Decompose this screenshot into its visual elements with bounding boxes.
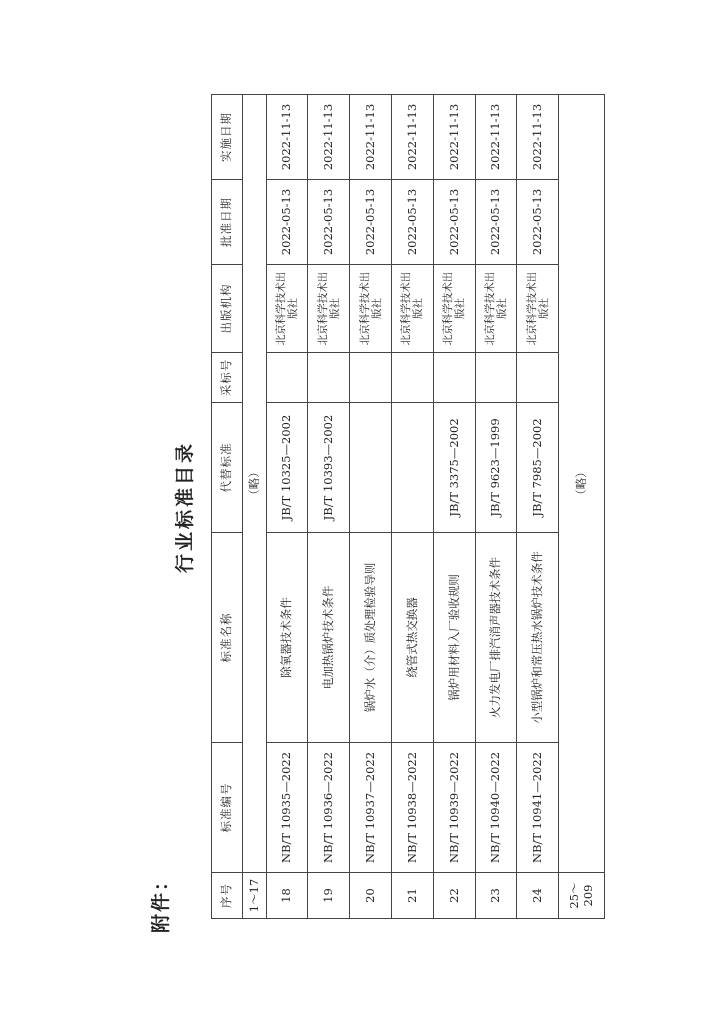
col-adopted: 采标号 (212, 353, 243, 403)
col-number: 标准编号 (212, 743, 243, 873)
row-seq: 21 (392, 873, 434, 919)
col-effective: 实施日期 (212, 95, 243, 180)
row-replaced (350, 403, 392, 533)
row-seq: 22 (433, 873, 475, 919)
row-effective: 2022-11-13 (266, 95, 308, 180)
row-adopted (433, 353, 475, 403)
row-name: 电加热锅炉技术条件 (308, 533, 350, 743)
row-number: NB/T 10935—2022 (266, 743, 308, 873)
range-note: （略） (559, 95, 605, 873)
row-approved: 2022-05-13 (308, 180, 350, 265)
row-number: NB/T 10936—2022 (308, 743, 350, 873)
row-number: NB/T 10937—2022 (350, 743, 392, 873)
row-publisher: 北京科学技术出版社 (392, 265, 434, 353)
col-seq: 序号 (212, 873, 243, 919)
row-seq: 18 (266, 873, 308, 919)
row-adopted (350, 353, 392, 403)
row-effective: 2022-11-13 (392, 95, 434, 180)
row-seq: 24 (517, 873, 559, 919)
attachment-label: 附件： (150, 869, 172, 933)
table-row (308, 95, 350, 919)
row-adopted (517, 353, 559, 403)
row-number: NB/T 10941—2022 (517, 743, 559, 873)
row-adopted (266, 353, 308, 403)
row-replaced: JB/T 9623—1999 (475, 403, 517, 533)
row-publisher: 北京科学技术出版社 (517, 265, 559, 353)
row-adopted (308, 353, 350, 403)
row-replaced: JB/T 10393—2002 (308, 403, 350, 533)
row-replaced: JB/T 7985—2002 (517, 403, 559, 533)
row-replaced: JB/T 10325—2002 (266, 403, 308, 533)
table-row (350, 95, 392, 919)
col-name: 标准名称 (212, 533, 243, 743)
row-name: 火力发电厂排汽消声器技术条件 (475, 533, 517, 743)
row-effective: 2022-11-13 (350, 95, 392, 180)
table-row (517, 95, 559, 919)
row-publisher: 北京科学技术出版社 (433, 265, 475, 353)
row-publisher: 北京科学技术出版社 (308, 265, 350, 353)
col-replaced: 代替标准 (212, 403, 243, 533)
row-replaced (392, 403, 434, 533)
row-name: 小型锅炉和常压热水锅炉技术条件 (517, 533, 559, 743)
row-seq: 20 (350, 873, 392, 919)
row-effective: 2022-11-13 (433, 95, 475, 180)
range-seq: 25～209 (559, 873, 605, 919)
col-publisher: 出版机构 (212, 265, 243, 353)
row-effective: 2022-11-13 (517, 95, 559, 180)
row-seq: 23 (475, 873, 517, 919)
range-note: （略） (243, 95, 267, 873)
row-number: NB/T 10940—2022 (475, 743, 517, 873)
row-approved: 2022-05-13 (433, 180, 475, 265)
row-effective: 2022-11-13 (308, 95, 350, 180)
range-seq: 1～17 (243, 873, 267, 919)
row-replaced: JB/T 3375—2002 (433, 403, 475, 533)
row-approved: 2022-05-13 (392, 180, 434, 265)
row-approved: 2022-05-13 (517, 180, 559, 265)
row-adopted (392, 353, 434, 403)
row-adopted (475, 353, 517, 403)
row-number: NB/T 10938—2022 (392, 743, 434, 873)
rotated-page (146, 95, 606, 933)
range-row-top (243, 95, 267, 919)
row-approved: 2022-05-13 (475, 180, 517, 265)
row-publisher: 北京科学技术出版社 (350, 265, 392, 353)
row-name: 除氧器技术条件 (266, 533, 308, 743)
row-name: 锅炉水（介）质处理检验导则 (350, 533, 392, 743)
row-name: 绕管式热交换器 (392, 533, 434, 743)
range-row-bottom (559, 95, 605, 919)
standards-table (211, 94, 605, 919)
header-row (212, 95, 243, 919)
row-approved: 2022-05-13 (350, 180, 392, 265)
document-title: 行业标准目录 (174, 441, 196, 574)
row-publisher: 北京科学技术出版社 (266, 265, 308, 353)
row-effective: 2022-11-13 (475, 95, 517, 180)
row-number: NB/T 10939—2022 (433, 743, 475, 873)
table-row (475, 95, 517, 919)
table-row (392, 95, 434, 919)
row-approved: 2022-05-13 (266, 180, 308, 265)
row-publisher: 北京科学技术出版社 (475, 265, 517, 353)
row-name: 锅炉用材料入厂验收规则 (433, 533, 475, 743)
row-seq: 19 (308, 873, 350, 919)
table-row (266, 95, 308, 919)
col-approved: 批准日期 (212, 180, 243, 265)
table-row (433, 95, 475, 919)
